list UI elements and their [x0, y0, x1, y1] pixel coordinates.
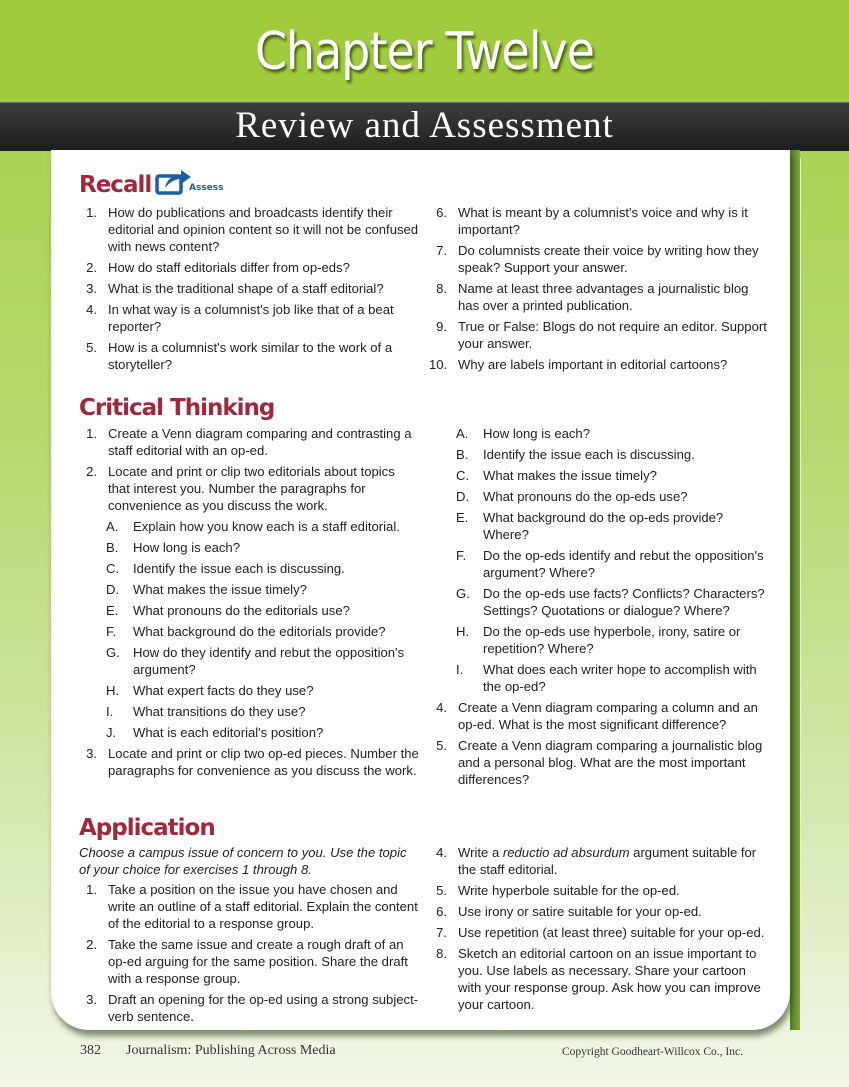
question-item [79, 339, 419, 373]
band-title: Review and Assessment [235, 105, 614, 146]
question-number: 2. [86, 260, 97, 275]
question-text: Take a position on the issue you have chosen and write an outline of a staff editorial. Explain the content of the editorial to a response group. [108, 882, 418, 931]
question-number: F. [106, 624, 117, 639]
question-number: I. [456, 662, 464, 677]
question-text: Locate and print or clip two editorials about topics that interest you. Number the paragraphs for convenience as you discuss the work. [108, 464, 395, 513]
question-text: What pronouns do the op-eds use? [483, 489, 688, 504]
question-number: 7. [436, 243, 447, 258]
question-item [429, 242, 769, 276]
question-text: How long is each? [483, 426, 590, 441]
critical-thinking-list-left [79, 425, 419, 783]
question-number: F. [456, 548, 467, 563]
question-text: What is each editorial's position? [133, 725, 324, 740]
question-text: Create a Venn diagram comparing and contrasting a staff editorial with an op-ed. [108, 426, 412, 458]
application-list-right [429, 844, 769, 1017]
sub-question-item [429, 547, 769, 581]
question-text: Sketch an editorial cartoon on an issue important to you. Use labels as necessary. Share your cartoon with your response group. Ask how you can improve your cartoon. [458, 946, 761, 1012]
question-number: E. [106, 603, 119, 618]
question-text: Create a Venn diagram comparing a journalistic blog and a personal blog. What are the most important differences? [458, 738, 763, 787]
question-text: What pronouns do the editorials use? [133, 603, 350, 618]
question-text: What is meant by a columnist's voice and why is it important? [458, 205, 748, 237]
question-text: How do they identify and rebut the opposition's argument? [133, 645, 405, 677]
question-number: 3. [86, 281, 97, 296]
question-text: How long is each? [133, 540, 240, 555]
sub-question-item [79, 623, 419, 640]
question-number: 1. [86, 882, 97, 897]
question-item [429, 699, 769, 733]
question-item [79, 936, 419, 987]
question-item [429, 903, 769, 920]
question-text: Do the op-eds use facts? Conflicts? Characters? Settings? Quotations or dialogue? Where? [483, 586, 765, 618]
question-number: 3. [86, 992, 97, 1007]
sub-question-item [429, 467, 769, 484]
question-item [429, 882, 769, 899]
question-text: What makes the issue timely? [133, 582, 307, 597]
question-item [429, 737, 769, 788]
question-text: Do the op-eds identify and rebut the opposition's argument? Where? [483, 548, 764, 580]
question-number: G. [106, 645, 120, 660]
question-item [429, 318, 769, 352]
question-number: H. [456, 624, 470, 639]
sub-question-item [429, 623, 769, 657]
question-text: Do the op-eds use hyperbole, irony, satire or repetition? Where? [483, 624, 741, 656]
question-number: 1. [86, 205, 97, 220]
question-text: Why are labels important in editorial cartoons? [458, 357, 728, 372]
question-text: What expert facts do they use? [133, 683, 314, 698]
question-number: 10. [429, 357, 448, 372]
sub-question-item [79, 581, 419, 598]
question-item [429, 204, 769, 238]
recall-list-left [79, 204, 419, 377]
question-number: 6. [436, 904, 447, 919]
question-text: What background do the op-eds provide? Where? [483, 510, 724, 542]
question-number: C. [456, 468, 470, 483]
question-number: A. [106, 519, 119, 534]
sub-question-item [429, 661, 769, 695]
question-item [79, 463, 419, 514]
question-number: 5. [436, 738, 447, 753]
question-number: 4. [436, 700, 447, 715]
question-text: How do staff editorials differ from op-eds? [108, 260, 350, 275]
sub-question-item [79, 724, 419, 741]
question-number: G. [456, 586, 470, 601]
question-number: B. [106, 540, 119, 555]
question-number: 5. [86, 340, 97, 355]
question-text: What is the traditional shape of a staff editorial? [108, 281, 384, 296]
sub-question-item [79, 560, 419, 577]
question-number: H. [106, 683, 120, 698]
critical-thinking-heading: Critical Thinking [79, 395, 275, 421]
book-title: Journalism: Publishing Across Media [126, 1043, 336, 1058]
question-text: Use irony or satire suitable for your op-ed. [458, 904, 702, 919]
question-number: 1. [86, 426, 97, 441]
question-number: C. [106, 561, 120, 576]
question-text: Name at least three advantages a journalistic blog has over a printed publication. [458, 281, 749, 313]
sub-question-item [429, 488, 769, 505]
question-text: What background do the editorials provide? [133, 624, 386, 639]
question-number: A. [456, 426, 469, 441]
right-rail-line [800, 158, 801, 1028]
question-number: 8. [436, 281, 447, 296]
question-text: Use repetition (at least three) suitable for your op-ed. [458, 925, 765, 940]
right-rail-decoration [790, 150, 800, 1030]
question-number: J. [106, 725, 117, 740]
question-text: In what way is a columnist's job like that of a beat reporter? [108, 302, 394, 334]
question-item [429, 844, 769, 878]
question-number: 4. [436, 845, 447, 860]
question-item [79, 991, 419, 1025]
question-item [79, 259, 419, 276]
question-text: Do columnists create their voice by writing how they speak? Support your answer. [458, 243, 759, 275]
sub-question-item [79, 682, 419, 699]
recall-heading: Recall [79, 172, 152, 198]
question-emphasis: reductio ad absurdum [502, 845, 630, 860]
chapter-title: Chapter Twelve [254, 22, 595, 82]
question-text: How do publications and broadcasts identify their editorial and opinion content so it will not be confused with news content? [108, 205, 419, 254]
question-number: 5. [436, 883, 447, 898]
question-number: B. [456, 447, 469, 462]
question-text: Draft an opening for the op-ed using a strong subject-verb sentence. [108, 992, 419, 1024]
copyright-notice: Copyright Goodheart-Willcox Co., Inc. [562, 1046, 743, 1058]
application-list-left [79, 881, 419, 1029]
question-item [429, 924, 769, 941]
question-text: argument suitable for the staff editorial. [458, 845, 757, 877]
sub-question-item [429, 446, 769, 463]
question-item [79, 301, 419, 335]
application-intro: Choose a campus issue of concern to you. Use the topic of your choice for exercises 1 through 8. [79, 845, 407, 877]
question-number: 7. [436, 925, 447, 940]
question-text: What makes the issue timely? [483, 468, 657, 483]
sub-question-item [79, 602, 419, 619]
question-text: How is a columnist's work similar to the work of a storyteller? [108, 340, 393, 372]
question-text: Take the same issue and create a rough draft of an op-ed arguing for the same position. Share the draft with a response group. [108, 937, 408, 986]
question-number: I. [106, 704, 114, 719]
critical-thinking-list-right [429, 425, 769, 792]
question-text: Locate and print or clip two op-ed pieces. Number the paragraphs for convenience as you discuss the work. [108, 746, 419, 778]
sub-question-item [79, 539, 419, 556]
sub-question-item [79, 518, 419, 535]
application-heading: Application [79, 815, 215, 841]
question-text: Write hyperbole suitable for the op-ed. [458, 883, 680, 898]
assess-label[interactable]: Assess [189, 183, 224, 193]
sub-question-item [429, 585, 769, 619]
page-number: 382 [80, 1043, 101, 1058]
question-item [79, 881, 419, 932]
question-number: 2. [86, 937, 97, 952]
question-number: D. [106, 582, 120, 597]
question-text: Explain how you know each is a staff editorial. [133, 519, 400, 534]
question-number: 6. [436, 205, 447, 220]
question-number: 2. [86, 464, 97, 479]
question-item [429, 356, 769, 373]
question-item [429, 280, 769, 314]
question-item [79, 280, 419, 297]
sub-question-item [429, 425, 769, 442]
question-item [79, 745, 419, 779]
question-number: D. [456, 489, 470, 504]
question-text: What does each writer hope to accomplish with the op-ed? [483, 662, 757, 694]
question-item [429, 945, 769, 1013]
question-text: True or False: Blogs do not require an editor. Support your answer. [458, 319, 767, 351]
question-number: 8. [436, 946, 447, 961]
question-text: Write a [458, 845, 503, 860]
sub-question-item [429, 509, 769, 543]
question-text: What transitions do they use? [133, 704, 306, 719]
sub-question-item [79, 703, 419, 720]
question-number: 3. [86, 746, 97, 761]
question-item [79, 204, 419, 255]
question-number: 9. [436, 319, 447, 334]
question-item [79, 425, 419, 459]
question-text: Identify the issue each is discussing. [133, 561, 345, 576]
sub-question-item [79, 644, 419, 678]
recall-list-right [429, 204, 769, 377]
question-number: 4. [86, 302, 97, 317]
question-text: Identify the issue each is discussing. [483, 447, 695, 462]
question-number: E. [456, 510, 469, 525]
question-text: Create a Venn diagram comparing a column and an op-ed. What is the most significant difference? [458, 700, 758, 732]
